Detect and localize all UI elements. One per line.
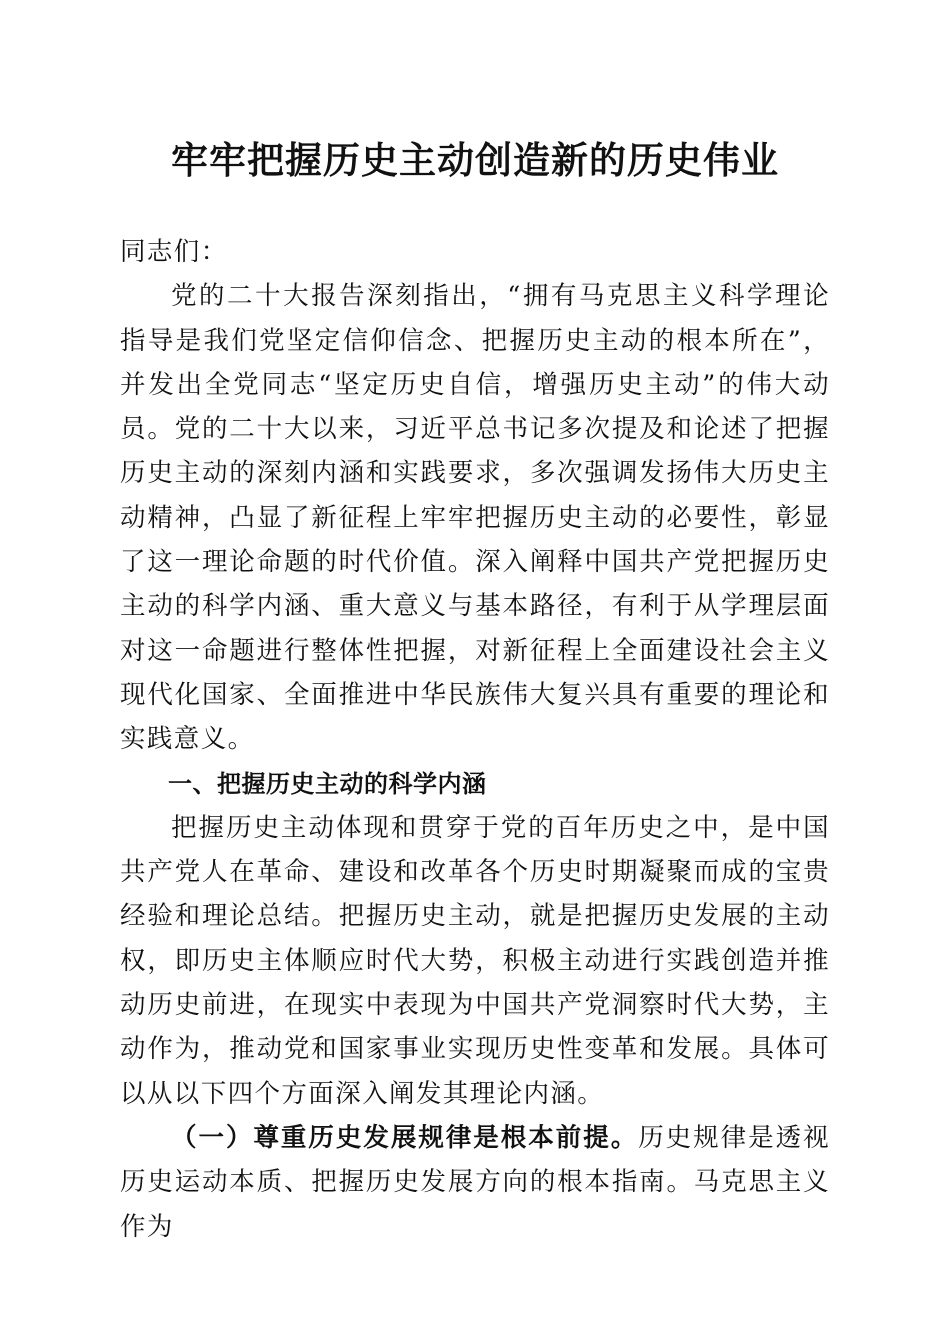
intro-paragraph: 党的二十大报告深刻指出，“拥有马克思主义科学理论指导是我们党坚定信仰信念、把握历史主动的根本所在”，并发出全党同志“坚定历史自信，增强历史主动”的伟大动员。党的二十大以来，习近平总书记多次提及和论述了把握历史主动的深刻内涵和实践要求，多次强调发扬伟大历史主动精神，凸显了新征程上牢牢把握历史主动的必要性，彰显了这一理论命题的时代价值。深入阐释中国共产党把握历史主动的科学内涵、重大意义与基本路径，有利于从学理层面对这一命题进行整体性把握，对新征程上全面建设社会主义现代化国家、全面推进中华民族伟大复兴具有重要的理论和实践意义。 [120,281,830,755]
section-heading-1: 一、把握历史主动的科学内涵 [168,769,487,798]
document-body [120,230,830,1249]
subsection-1-lead: （一）尊重历史发展规律是根本前提。 [171,1122,639,1153]
document-title: 牢牢把握历史主动创造新的历史伟业 [171,138,779,182]
subsection-1-text: 历史规律是透视历史运动本质、把握历史发展方向的根本指南。马克思主义作为 [120,1122,830,1242]
subsection-1-paragraph [120,1116,830,1249]
section-1-paragraph: 把握历史主动体现和贯穿于党的百年历史之中，是中国共产党人在革命、建设和改革各个历史时期凝聚而成的宝贵经验和理论总结。把握历史主动，就是把握历史发展的主动权，即历史主体顺应时代大势，积极主动进行实践创造并推动历史前进，在现实中表现为中国共产党洞察时代大势，主动作为，推动党和国家事业实现历史性变革和发展。具体可以从以下四个方面深入阐发其理论内涵。 [120,812,830,1109]
salutation: 同志们： [120,237,228,267]
